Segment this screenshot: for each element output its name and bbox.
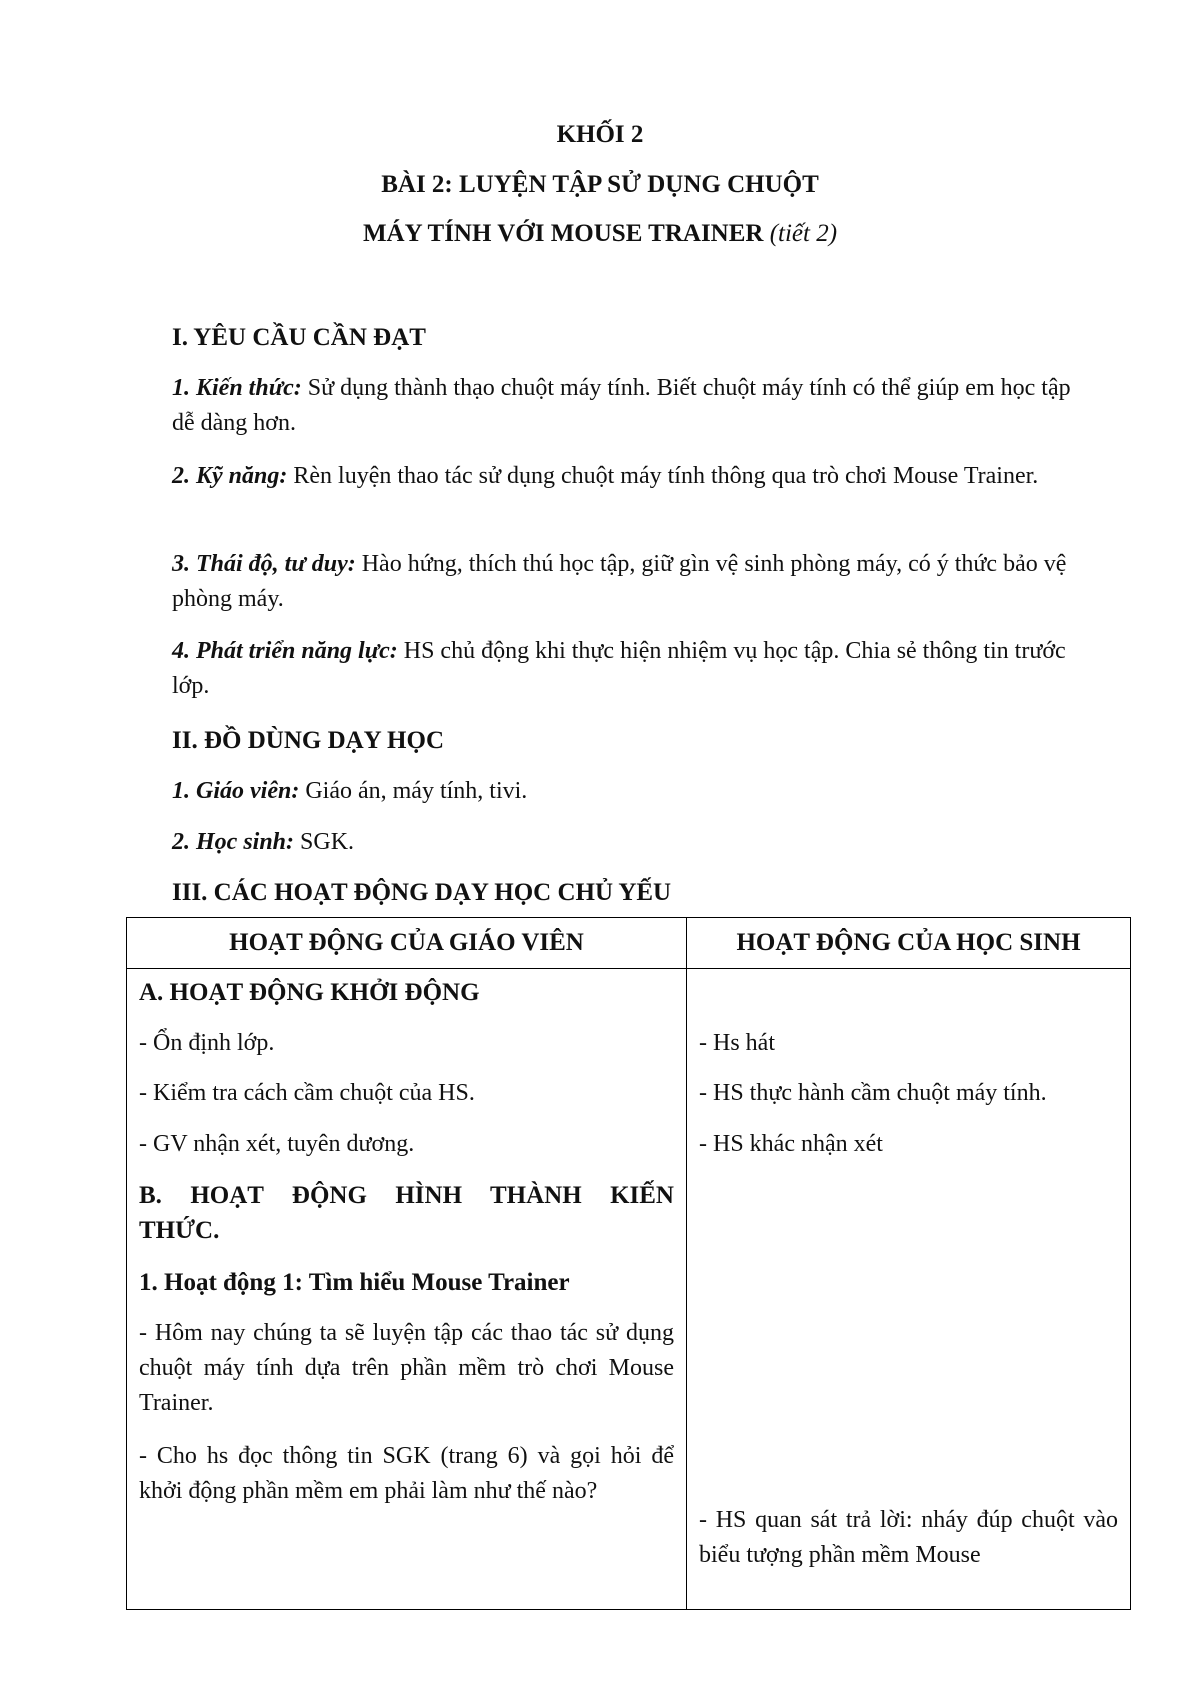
teacher-activities-cell — [127, 969, 687, 1610]
lesson-title-line2 — [0, 219, 1200, 249]
objective-label: 1. Kiến thức: — [172, 375, 302, 401]
table-row — [127, 969, 1131, 1610]
student-step: - HS quan sát trả lời: nháy đúp chuột vào biểu tượng phần mềm Mouse — [699, 1507, 1118, 1568]
section2-title: II. ĐỒ DÙNG DẠY HỌC — [172, 727, 444, 754]
material-label: 2. Học sinh: — [172, 829, 295, 855]
lesson-period: (tiết 2) — [769, 220, 838, 247]
material-text: Giáo án, máy tính, tivi. — [299, 778, 528, 804]
lesson-title-text: MÁY TÍNH VỚI MOUSE TRAINER — [362, 220, 764, 247]
objective-label: 2. Kỹ năng: — [172, 463, 288, 489]
lesson-title-line1: BÀI 2: LUYỆN TẬP SỬ DỤNG CHUỘT — [381, 171, 819, 198]
teacher-step: - Kiểm tra cách cầm chuột của HS. — [139, 1080, 475, 1106]
objective-skills — [172, 459, 1072, 494]
student-column-header: HOẠT ĐỘNG CỦA HỌC SINH — [687, 918, 1131, 969]
objective-attitude — [172, 547, 1072, 617]
activities-table — [126, 917, 1131, 1610]
objective-text: Sử dụng thành thạo chuột máy tính. Biết chuột máy tính có thể giúp em học tập dễ dàng hơn. — [172, 375, 1071, 436]
objective-text: Hào hứng, thích thú học tập, giữ gìn vệ sinh phòng máy, có ý thức bảo vệ phòng máy. — [172, 551, 1067, 612]
material-teacher — [172, 774, 1072, 809]
section3-title: III. CÁC HOẠT ĐỘNG DẠY HỌC CHỦ YẾU — [172, 879, 672, 906]
table-header-row — [127, 918, 1131, 969]
objective-text: HS chủ động khi thực hiện nhiệm vụ học tập. Chia sẻ thông tin trước lớp. — [172, 638, 1066, 699]
objective-knowledge — [172, 371, 1072, 441]
teacher-step: - Ổn định lớp. — [139, 1030, 275, 1056]
objective-label: 4. Phát triển năng lực: — [172, 638, 398, 664]
material-student — [172, 825, 1072, 860]
section1-title: I. YÊU CẦU CẦN ĐẠT — [172, 324, 426, 351]
teacher-step: - Hôm nay chúng ta sẽ luyện tập các thao tác sử dụng chuột máy tính dựa trên phần mềm trò chơi Mouse Trainer. — [139, 1320, 674, 1416]
part-a-heading: A. HOẠT ĐỘNG KHỞI ĐỘNG — [139, 979, 480, 1006]
activity1-heading: 1. Hoạt động 1: Tìm hiểu Mouse Trainer — [139, 1269, 570, 1296]
material-label: 1. Giáo viên: — [172, 778, 300, 804]
material-text: SGK. — [294, 829, 355, 855]
student-step: - Hs hát — [699, 1030, 775, 1056]
student-step: - HS thực hành cầm chuột máy tính. — [699, 1080, 1047, 1106]
teacher-step: - Cho hs đọc thông tin SGK (trang 6) và gọi hỏi để khởi động phần mềm em phải làm như thế nào? — [139, 1443, 674, 1504]
objective-competency — [172, 634, 1072, 704]
part-b-heading: B. HOẠT ĐỘNG HÌNH THÀNH KIẾN THỨC. — [139, 1182, 674, 1244]
grade-heading: KHỐI 2 — [556, 121, 644, 148]
student-step: - HS khác nhận xét — [699, 1131, 883, 1157]
teacher-column-header: HOẠT ĐỘNG CỦA GIÁO VIÊN — [127, 918, 687, 969]
teacher-step: - GV nhận xét, tuyên dương. — [139, 1131, 415, 1157]
student-activities-cell — [687, 969, 1131, 1610]
objective-label: 3. Thái độ, tư duy: — [172, 551, 356, 577]
objective-text: Rèn luyện thao tác sử dụng chuột máy tính thông qua trò chơi Mouse Trainer. — [287, 463, 1039, 489]
